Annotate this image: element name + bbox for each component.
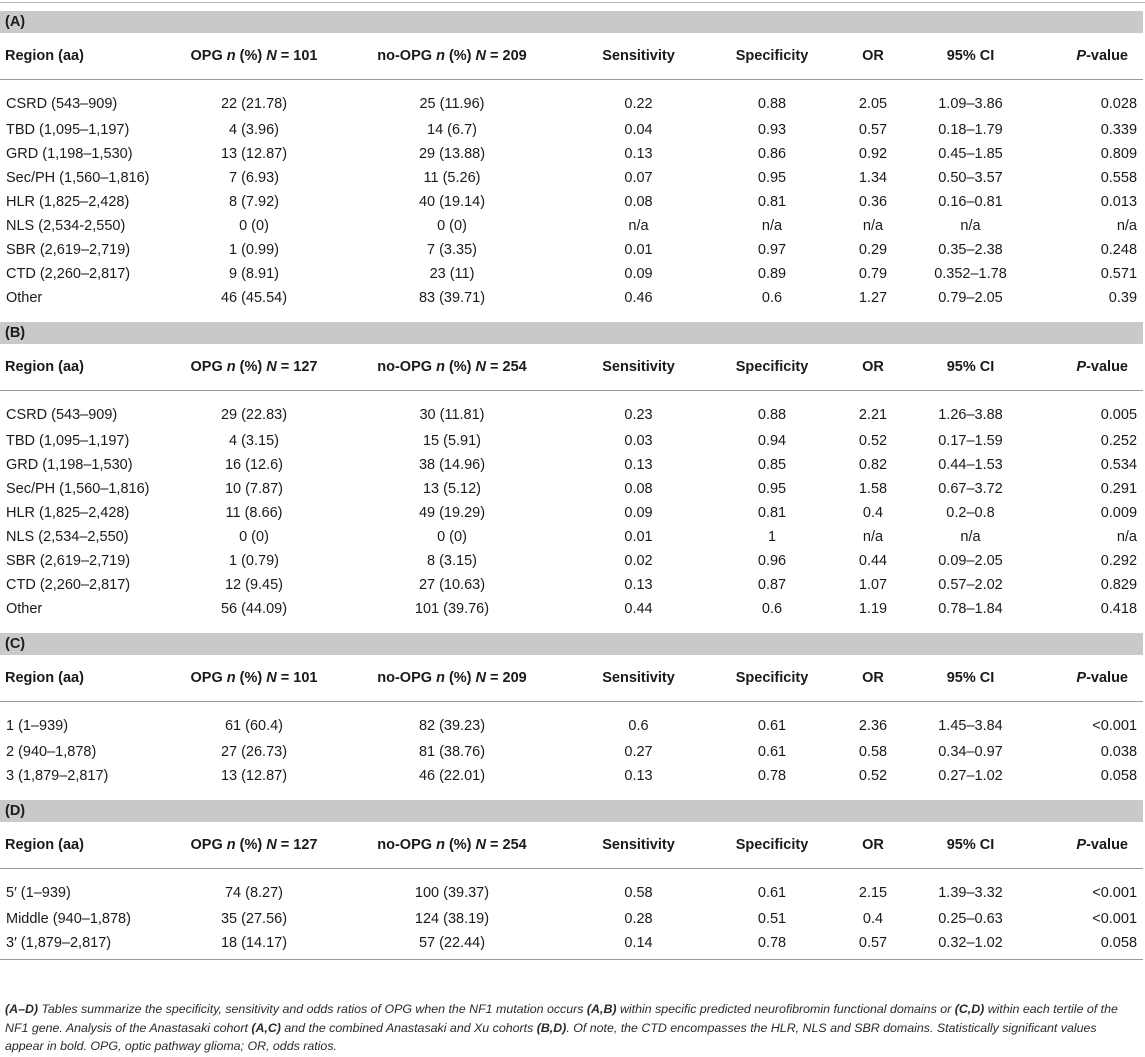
table-cell: 0.58 [858, 744, 888, 760]
cell-region: NLS (2,534-2,550) [6, 218, 126, 234]
cell-pvalue: n/a [1116, 529, 1138, 545]
table-cell: n/a [761, 218, 783, 234]
opg-n: 101 [293, 48, 318, 64]
cell-region: 3′ (1,879–2,817) [6, 935, 112, 951]
section-bar [0, 796, 1143, 822]
header-no-opg: no-OPG n (%) N = 254 [333, 822, 571, 869]
table-cell: 0.36 [858, 194, 888, 210]
table-cell: 1.34 [858, 170, 888, 186]
table-cell: 1.19 [858, 601, 888, 617]
table-cell: 0.18–1.79 [938, 122, 1003, 138]
caption-part: (A,C) [251, 1020, 281, 1035]
table-cell: 1.07 [858, 577, 888, 593]
table-cell: n/a [960, 218, 981, 234]
table-cell: n/a [960, 529, 981, 545]
table-cell: 0.03 [624, 433, 653, 449]
header-sensitivity: Sensitivity [571, 655, 706, 702]
section-label: (A) [0, 7, 1143, 33]
table-cell: n/a [862, 529, 884, 545]
table-cell: 101 (39.76) [414, 601, 490, 617]
table-cell: 0.4 [862, 505, 884, 521]
cell-pvalue: 0.038 [1100, 744, 1138, 760]
table-row [0, 118, 1143, 142]
section-label: (D) [0, 796, 1143, 822]
table-cell: 1.58 [858, 481, 888, 497]
table-cell: n/a [862, 218, 884, 234]
table-cell: 0.09 [624, 266, 653, 282]
table-cell: 11 (5.26) [423, 170, 481, 186]
table-row [0, 80, 1143, 119]
table-cell: 0.57–2.02 [938, 577, 1003, 593]
table-cell: 0.61 [757, 718, 787, 734]
header-or: OR [838, 33, 908, 80]
table-cell: 0.23 [624, 407, 653, 423]
table-cell: 40 (19.14) [418, 194, 486, 210]
table-cell: 0.34–0.97 [938, 744, 1003, 760]
header-pvalue: P-value [1033, 822, 1143, 869]
table-cell: 30 (11.81) [419, 407, 485, 423]
table-cell: 0.29 [858, 242, 888, 258]
table-cell: 124 (38.19) [414, 911, 490, 927]
table-cell: 0.78 [757, 768, 787, 784]
table-cell: n/a [628, 218, 649, 234]
table-cell: 8 (3.15) [427, 553, 477, 569]
cell-region: SBR (2,619–2,719) [6, 553, 131, 569]
table-cell: 29 (22.83) [220, 407, 288, 423]
table-cell: 0.88 [757, 96, 787, 112]
cell-pvalue: 0.028 [1100, 96, 1138, 112]
header-or: OR [838, 655, 908, 702]
cell-region: CSRD (543–909) [6, 407, 118, 423]
cell-pvalue: 0.571 [1100, 266, 1138, 282]
table-cell: 7 (6.93) [229, 170, 279, 186]
caption-part: within specific predicted neurofibromin functional domains or [616, 1002, 955, 1016]
header-specificity: Specificity [706, 33, 838, 80]
table-cell: 8 (7.92) [229, 194, 279, 210]
table-cell: 0.57 [858, 935, 888, 951]
caption-part: (A–D) [5, 1002, 39, 1016]
caption-part: (B,D) [536, 1020, 567, 1035]
section-bar [0, 7, 1143, 33]
section-label: (C) [0, 629, 1143, 655]
table-cell: 0.02 [624, 553, 653, 569]
table-cell: 0.94 [757, 433, 787, 449]
table-row [0, 501, 1143, 525]
cell-pvalue: <0.001 [1092, 911, 1138, 927]
table-cell: 38 (14.96) [418, 457, 486, 473]
table-cell: 0 (0) [437, 218, 467, 234]
table-cell: 0.79–2.05 [938, 290, 1003, 306]
table-cell: 0.22 [624, 96, 653, 112]
table-cell: 15 (5.91) [422, 433, 482, 449]
caption-part: within each tertile of the NF1 gene. Analysis of the Anastasaki cohort [5, 1002, 1118, 1035]
cell-region: CTD (2,260–2,817) [6, 577, 131, 593]
header-specificity: Specificity [706, 822, 838, 869]
cell-region: GRD (1,198–1,530) [6, 457, 133, 473]
table-cell: 49 (19.29) [418, 505, 486, 521]
cell-pvalue: <0.001 [1092, 885, 1138, 901]
table-cell: 0.87 [757, 577, 787, 593]
table-cell: 0.6 [761, 601, 783, 617]
table-row [0, 238, 1143, 262]
table-cell: 0.09 [624, 505, 653, 521]
table-cell: 18 (14.17) [220, 935, 288, 951]
table-cell: 0.93 [757, 122, 787, 138]
table-cell: 100 (39.37) [414, 885, 490, 901]
cell-pvalue: 0.009 [1100, 505, 1138, 521]
header-ci: 95% CI [908, 344, 1033, 391]
table-cell: 0.13 [624, 146, 653, 162]
cell-region: HLR (1,825–2,428) [6, 194, 130, 210]
table-row [0, 869, 1143, 908]
table-cell: 22 (21.78) [220, 96, 288, 112]
table-cell: 0.52 [858, 768, 888, 784]
table-cell: 0.61 [757, 885, 787, 901]
table-cell: 0.58 [624, 885, 653, 901]
table-cell: 82 (39.23) [418, 718, 486, 734]
table-cell: 0.13 [624, 457, 653, 473]
table-cell: 0.6 [628, 718, 649, 734]
table-cell: 74 (8.27) [224, 885, 284, 901]
cell-region: Other [6, 290, 43, 306]
header-opg: OPG n (%) N = 101 [175, 655, 333, 702]
header-row [0, 655, 1143, 702]
cell-region: TBD (1,095–1,197) [6, 433, 130, 449]
header-sensitivity: Sensitivity [571, 344, 706, 391]
cell-pvalue: 0.829 [1100, 577, 1138, 593]
cell-region: 2 (940–1,878) [6, 744, 97, 760]
noopg-n: 209 [502, 48, 527, 64]
table-row [0, 166, 1143, 190]
table-cell: 2.36 [858, 718, 888, 734]
table-cell: 0.86 [757, 146, 787, 162]
cell-region: Sec/PH (1,560–1,816) [6, 170, 150, 186]
cell-pvalue: 0.534 [1100, 457, 1138, 473]
cell-pvalue: 0.558 [1100, 170, 1138, 186]
table-cell: 0.01 [624, 529, 653, 545]
header-region: Region (aa) [0, 33, 175, 80]
table-row [0, 477, 1143, 501]
table-row [0, 453, 1143, 477]
header-region: Region (aa) [0, 655, 175, 702]
opg-n: 127 [293, 359, 318, 375]
header-opg: OPG n (%) N = 127 [175, 344, 333, 391]
header-no-opg: no-OPG n (%) N = 254 [333, 344, 571, 391]
cell-region: 3 (1,879–2,817) [6, 768, 109, 784]
table-cell: 0.352–1.78 [934, 266, 1007, 282]
table-row [0, 214, 1143, 238]
cell-pvalue: 0.339 [1100, 122, 1138, 138]
table-cell: 13 (5.12) [422, 481, 482, 497]
table-cell: 1 [767, 529, 777, 545]
opg-n: 127 [293, 837, 318, 853]
table-cell: 0 (0) [239, 218, 269, 234]
table-cell: 0.95 [757, 170, 787, 186]
table-cell: 0.89 [757, 266, 787, 282]
table-cell: 0.50–3.57 [938, 170, 1003, 186]
cell-region: 1 (1–939) [6, 718, 69, 734]
caption-part: . Of note, the CTD encompasses the HLR, NLS and SBR domains. Statistically significant values appear in bold. OPG, optic pathway glioma; OR, odds ratios. [5, 1020, 1097, 1053]
cell-region: HLR (1,825–2,428) [6, 505, 130, 521]
table-cell: 0 (0) [437, 529, 467, 545]
table-cell: 0.46 [624, 290, 653, 306]
table-cell: 1.09–3.86 [938, 96, 1003, 112]
table-cell: 0.6 [761, 290, 783, 306]
cell-region: SBR (2,619–2,719) [6, 242, 131, 258]
noopg-n: 254 [502, 359, 527, 375]
table-row [0, 142, 1143, 166]
table-cell: 0.44 [858, 553, 888, 569]
results-table [0, 3, 1143, 960]
header-ci: 95% CI [908, 33, 1033, 80]
section-end-rule [0, 959, 1143, 960]
table-cell: 29 (13.88) [418, 146, 486, 162]
table-cell: 4 (3.96) [229, 122, 279, 138]
cell-pvalue: n/a [1116, 218, 1138, 234]
table-cell: 0.81 [757, 194, 787, 210]
table-cell: 1.39–3.32 [938, 885, 1003, 901]
table-cell: 0.4 [862, 911, 884, 927]
table-cell: 0.25–0.63 [938, 911, 1003, 927]
table-cell: 13 (12.87) [220, 768, 288, 784]
header-ci: 95% CI [908, 655, 1033, 702]
table-cell: 1 (0.79) [229, 553, 279, 569]
section-label: (B) [0, 318, 1143, 344]
header-ci: 95% CI [908, 822, 1033, 869]
cell-pvalue: 0.058 [1100, 768, 1138, 784]
table-cell: 0.08 [624, 481, 653, 497]
table-cell: 0.82 [858, 457, 888, 473]
table-cell: 10 (7.87) [224, 481, 284, 497]
table-cell: 61 (60.4) [224, 718, 284, 734]
table-cell: 0.2–0.8 [946, 505, 995, 521]
table-caption [5, 1000, 1135, 1056]
cell-pvalue: 0.005 [1100, 407, 1138, 423]
table-cell: 46 (22.01) [418, 768, 486, 784]
header-or: OR [838, 822, 908, 869]
table-cell: 0.32–1.02 [938, 935, 1003, 951]
table-row [0, 525, 1143, 549]
cell-region: CTD (2,260–2,817) [6, 266, 131, 282]
table-row [0, 931, 1143, 959]
table-cell: 7 (3.35) [427, 242, 477, 258]
table-cell: 0.88 [757, 407, 787, 423]
cell-pvalue: <0.001 [1092, 718, 1138, 734]
table-row [0, 549, 1143, 573]
table-cell: 35 (27.56) [220, 911, 288, 927]
table-cell: 13 (12.87) [220, 146, 288, 162]
table-cell: 1.26–3.88 [938, 407, 1003, 423]
table-row [0, 190, 1143, 214]
table-cell: 14 (6.7) [427, 122, 477, 138]
table-row [0, 597, 1143, 625]
table-row [0, 740, 1143, 764]
header-no-opg: no-OPG n (%) N = 209 [333, 33, 571, 80]
header-no-opg: no-OPG n (%) N = 209 [333, 655, 571, 702]
caption-part: Tables summarize the specificity, sensitivity and odds ratios of OPG when the NF1 mutation occurs [38, 1002, 587, 1016]
table-cell: 0.78–1.84 [938, 601, 1003, 617]
table-cell: 0.85 [757, 457, 787, 473]
table-cell: 0.01 [624, 242, 653, 258]
header-sensitivity: Sensitivity [571, 33, 706, 80]
table-row [0, 907, 1143, 931]
table-cell: 0.13 [624, 577, 653, 593]
table-cell: 0.81 [757, 505, 787, 521]
table-row [0, 262, 1143, 286]
table-cell: 27 (10.63) [418, 577, 486, 593]
table-cell: 0.67–3.72 [938, 481, 1003, 497]
table-cell: 0.27 [624, 744, 653, 760]
noopg-n: 254 [502, 837, 527, 853]
header-row [0, 344, 1143, 391]
caption-part: (A,B) [586, 1002, 617, 1016]
header-opg: OPG n (%) N = 101 [175, 33, 333, 80]
table-cell: 0.97 [757, 242, 787, 258]
table-cell: 1.45–3.84 [938, 718, 1003, 734]
header-specificity: Specificity [706, 344, 838, 391]
table-cell: 0.17–1.59 [938, 433, 1003, 449]
header-row [0, 822, 1143, 869]
table-row [0, 429, 1143, 453]
table-cell: 0.51 [757, 911, 787, 927]
header-or: OR [838, 344, 908, 391]
table-row [0, 702, 1143, 741]
table-cell: 11 (8.66) [225, 505, 283, 521]
cell-pvalue: 0.248 [1100, 242, 1138, 258]
table-cell: 1 (0.99) [229, 242, 279, 258]
rule-cell [0, 959, 1143, 960]
table-cell: 0.45–1.85 [938, 146, 1003, 162]
cell-pvalue: 0.39 [1108, 290, 1138, 306]
table-cell: 0.61 [757, 744, 787, 760]
table-cell: 0.04 [624, 122, 653, 138]
table-cell: 9 (8.91) [229, 266, 279, 282]
cell-pvalue: 0.291 [1100, 481, 1138, 497]
table-cell: 27 (26.73) [220, 744, 288, 760]
table-cell: 0.13 [624, 768, 653, 784]
table-cell: 0.92 [858, 146, 888, 162]
cell-pvalue: 0.252 [1100, 433, 1138, 449]
table-cell: 56 (44.09) [220, 601, 288, 617]
table-cell: 0.28 [624, 911, 653, 927]
table-cell: 0.79 [858, 266, 888, 282]
cell-region: GRD (1,198–1,530) [6, 146, 133, 162]
table-cell: 4 (3.15) [229, 433, 279, 449]
table-cell: 0.44–1.53 [938, 457, 1003, 473]
table-cell: 0.95 [757, 481, 787, 497]
table-row [0, 391, 1143, 430]
table-cell: 25 (11.96) [419, 96, 485, 112]
section-bar [0, 629, 1143, 655]
table-cell: 1.27 [858, 290, 888, 306]
cell-pvalue: 0.058 [1100, 935, 1138, 951]
cell-region: CSRD (543–909) [6, 96, 118, 112]
table-cell: 0.44 [624, 601, 653, 617]
table-cell: 81 (38.76) [418, 744, 486, 760]
caption-part: (C,D) [954, 1002, 985, 1016]
caption-part: and the combined Anastasaki and Xu cohorts [280, 1020, 537, 1035]
cell-pvalue: 0.292 [1100, 553, 1138, 569]
cell-pvalue: 0.013 [1100, 194, 1138, 210]
table-cell: 83 (39.71) [418, 290, 486, 306]
table-cell: 0.52 [858, 433, 888, 449]
cell-region: Sec/PH (1,560–1,816) [6, 481, 150, 497]
opg-n: 101 [293, 670, 318, 686]
table-cell: 0.07 [624, 170, 653, 186]
header-pvalue: P-value [1033, 344, 1143, 391]
table-cell: 0.78 [757, 935, 787, 951]
cell-region: NLS (2,534–2,550) [6, 529, 129, 545]
header-specificity: Specificity [706, 655, 838, 702]
table-cell: 0.08 [624, 194, 653, 210]
table-row [0, 573, 1143, 597]
header-region: Region (aa) [0, 822, 175, 869]
table-cell: 2.21 [858, 407, 888, 423]
table-cell: 0.27–1.02 [938, 768, 1003, 784]
table-cell: 16 (12.6) [224, 457, 284, 473]
table-cell: 46 (45.54) [220, 290, 288, 306]
cell-region: Other [6, 601, 43, 617]
section-bar [0, 318, 1143, 344]
cell-pvalue: 0.809 [1100, 146, 1138, 162]
table-cell: 57 (22.44) [418, 935, 486, 951]
cell-region: Middle (940–1,878) [6, 911, 131, 927]
table-row [0, 286, 1143, 314]
cell-pvalue: 0.418 [1100, 601, 1138, 617]
header-opg: OPG n (%) N = 127 [175, 822, 333, 869]
table-cell: 23 (11) [429, 266, 475, 282]
table-cell: 0 (0) [239, 529, 269, 545]
cell-region: 5′ (1–939) [6, 885, 71, 901]
table-cell: 12 (9.45) [224, 577, 284, 593]
header-sensitivity: Sensitivity [571, 822, 706, 869]
table-cell: 2.15 [858, 885, 888, 901]
table-row [0, 764, 1143, 792]
cell-region: TBD (1,095–1,197) [6, 122, 130, 138]
header-pvalue: P-value [1033, 655, 1143, 702]
table-cell: 0.35–2.38 [938, 242, 1003, 258]
table-cell: 0.96 [757, 553, 787, 569]
table-cell: 0.57 [858, 122, 888, 138]
header-region: Region (aa) [0, 344, 175, 391]
header-row [0, 33, 1143, 80]
noopg-n: 209 [502, 670, 527, 686]
table-cell: 0.16–0.81 [938, 194, 1003, 210]
table-cell: 0.09–2.05 [938, 553, 1003, 569]
header-pvalue: P-value [1033, 33, 1143, 80]
table-cell: 0.14 [624, 935, 653, 951]
table-cell: 2.05 [858, 96, 888, 112]
